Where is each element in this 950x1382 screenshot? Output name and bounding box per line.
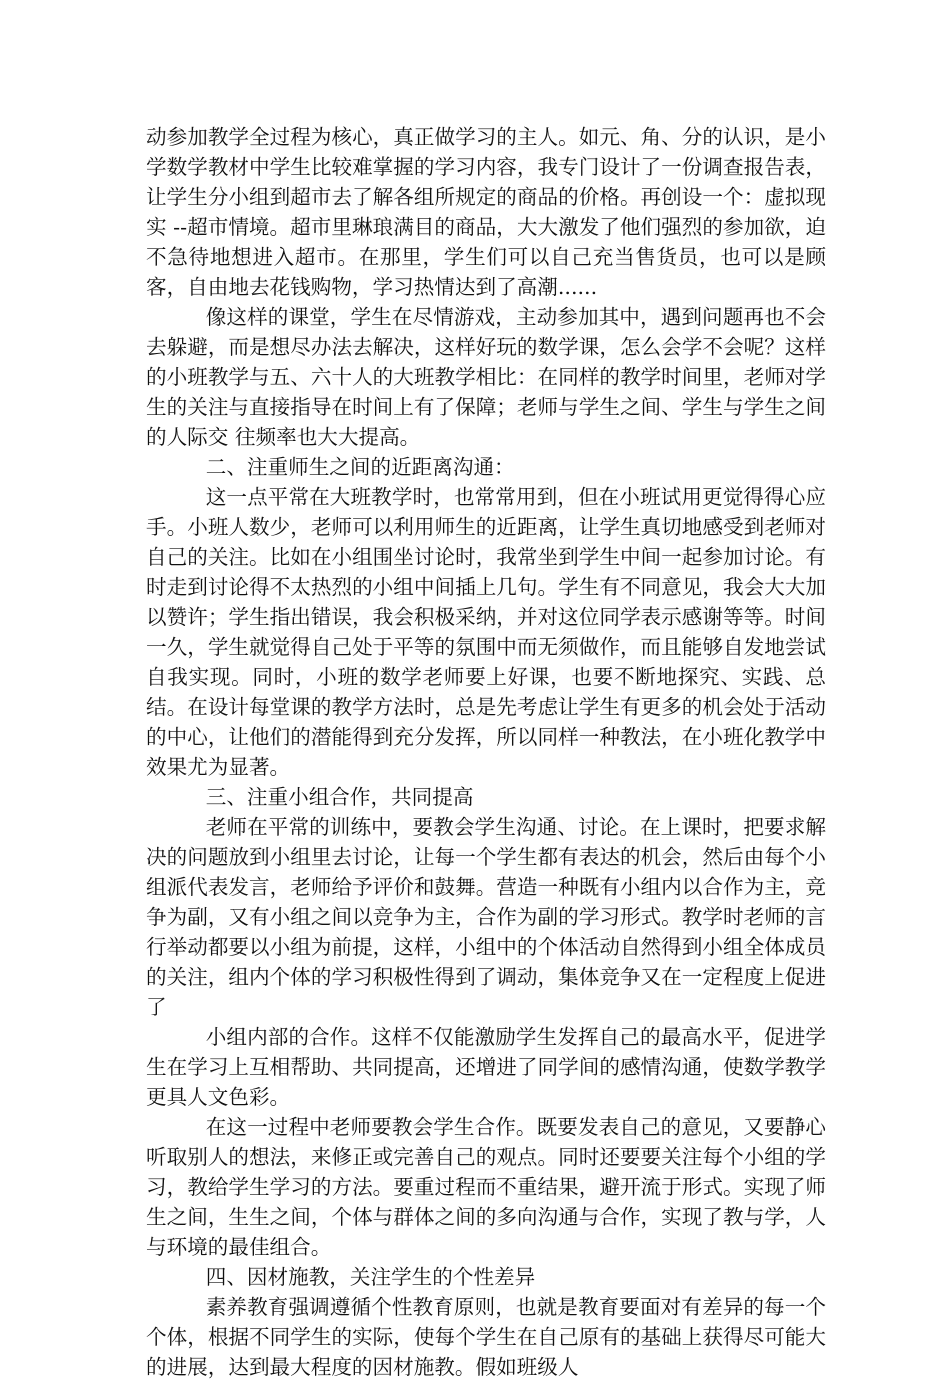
body-paragraph: 在这一过程中老师要教会学生合作。既要发表自己的意见，又要静心听取别人的想法，来修正或完善自己的观点。同时还要要关注每个小组的学习，教给学生学习的方法。要重过程而不重结果，避开流于形式。实现了师生之间，生生之间，个体与群体之间的多向沟通与合作，实现了教与学，人与环境的最佳组合。 bbox=[146, 1115, 826, 1259]
body-paragraph: 小组内部的合作。这样不仅能激励学生发挥自己的最高水平，促进学生在学习上互相帮助、共同提高，还增进了同学间的感情沟通，使数学教学更具人文色彩。 bbox=[146, 1025, 826, 1109]
section-heading: 三、注重小组合作，共同提高 bbox=[205, 785, 474, 809]
body-paragraph: 像这样的课堂，学生在尽情游戏，主动参加其中，遇到问题再也不会去躲避，而是想尽办法去解决，这样好玩的数学课，怎么会学不会呢？这样的小班教学与五、六十人的大班教学相比：在同样的教学时间里，老师对学生的关注与直接指导在时间上有了保障；老师与学生之间、学生与学生之间的人际交 往频率也大大提高。 bbox=[146, 305, 826, 449]
body-paragraph: 动参加教学全过程为核心，真正做学习的主人。如元、角、分的认识，是小学数学教材中学生比较难掌握的学习内容，我专门设计了一份调查报告表，让学生分小组到超市去了解各组所规定的商品的价格。再创设一个：虚拟现实 --超市情境。超市里琳琅满目的商品，大大激发了他们强烈的参加欲，迫不急待地想进入超市。在那里，学生们可以自己充当售货员，也可以是顾客，自由地去花钱购物，学习热情达到了高潮...... bbox=[146, 125, 826, 299]
section-heading: 四、因材施教，关注学生的个性差异 bbox=[205, 1265, 536, 1289]
body-paragraph: 老师在平常的训练中，要教会学生沟通、讨论。在上课时，把要求解决的问题放到小组里去讨论，让每一个学生都有表达的机会，然后由每个小组派代表发言，老师给予评价和鼓舞。营造一种既有小组内以合作为主，竞争为副，又有小组之间以竞争为主，合作为副的学习形式。教学时老师的言行举动都要以小组为前提，这样，小组中的个体活动自然得到小组全体成员的关注，组内个体的学习积极性得到了调动，集体竞争又在一定程度上促进了 bbox=[146, 815, 826, 1019]
document-page bbox=[146, 122, 826, 1382]
body-paragraph: 这一点平常在大班教学时，也常常用到，但在小班试用更觉得得心应手。小班人数少，老师可以利用师生的近距离，让学生真切地感受到老师对自己的关注。比如在小组围坐讨论时，我常坐到学生中间一起参加讨论。有时走到讨论得不太热烈的小组中间插上几句。学生有不同意见，我会大大加以赞许；学生指出错误，我会积极采纳，并对这位同学表示感谢等等。时间一久，学生就觉得自己处于平等的氛围中而无须做作，而且能够自发地尝试自我实现。同时，小班的数学老师要上好课，也要不断地探究、实践、总结。在设计每堂课的教学方法时，总是先考虑让学生有更多的机会处于活动的中心，让他们的潜能得到充分发挥，所以同样一种教法，在小班化教学中效果尤为显著。 bbox=[146, 485, 826, 779]
body-paragraph: 素养教育强调遵循个性教育原则，也就是教育要面对有差异的每一个个体，根据不同学生的实际，使每个学生在自己原有的基础上获得尽可能大的进展，达到最大程度的因材施教。假如班级人 bbox=[146, 1295, 826, 1379]
section-heading: 二、注重师生之间的近距离沟通： bbox=[205, 455, 515, 479]
